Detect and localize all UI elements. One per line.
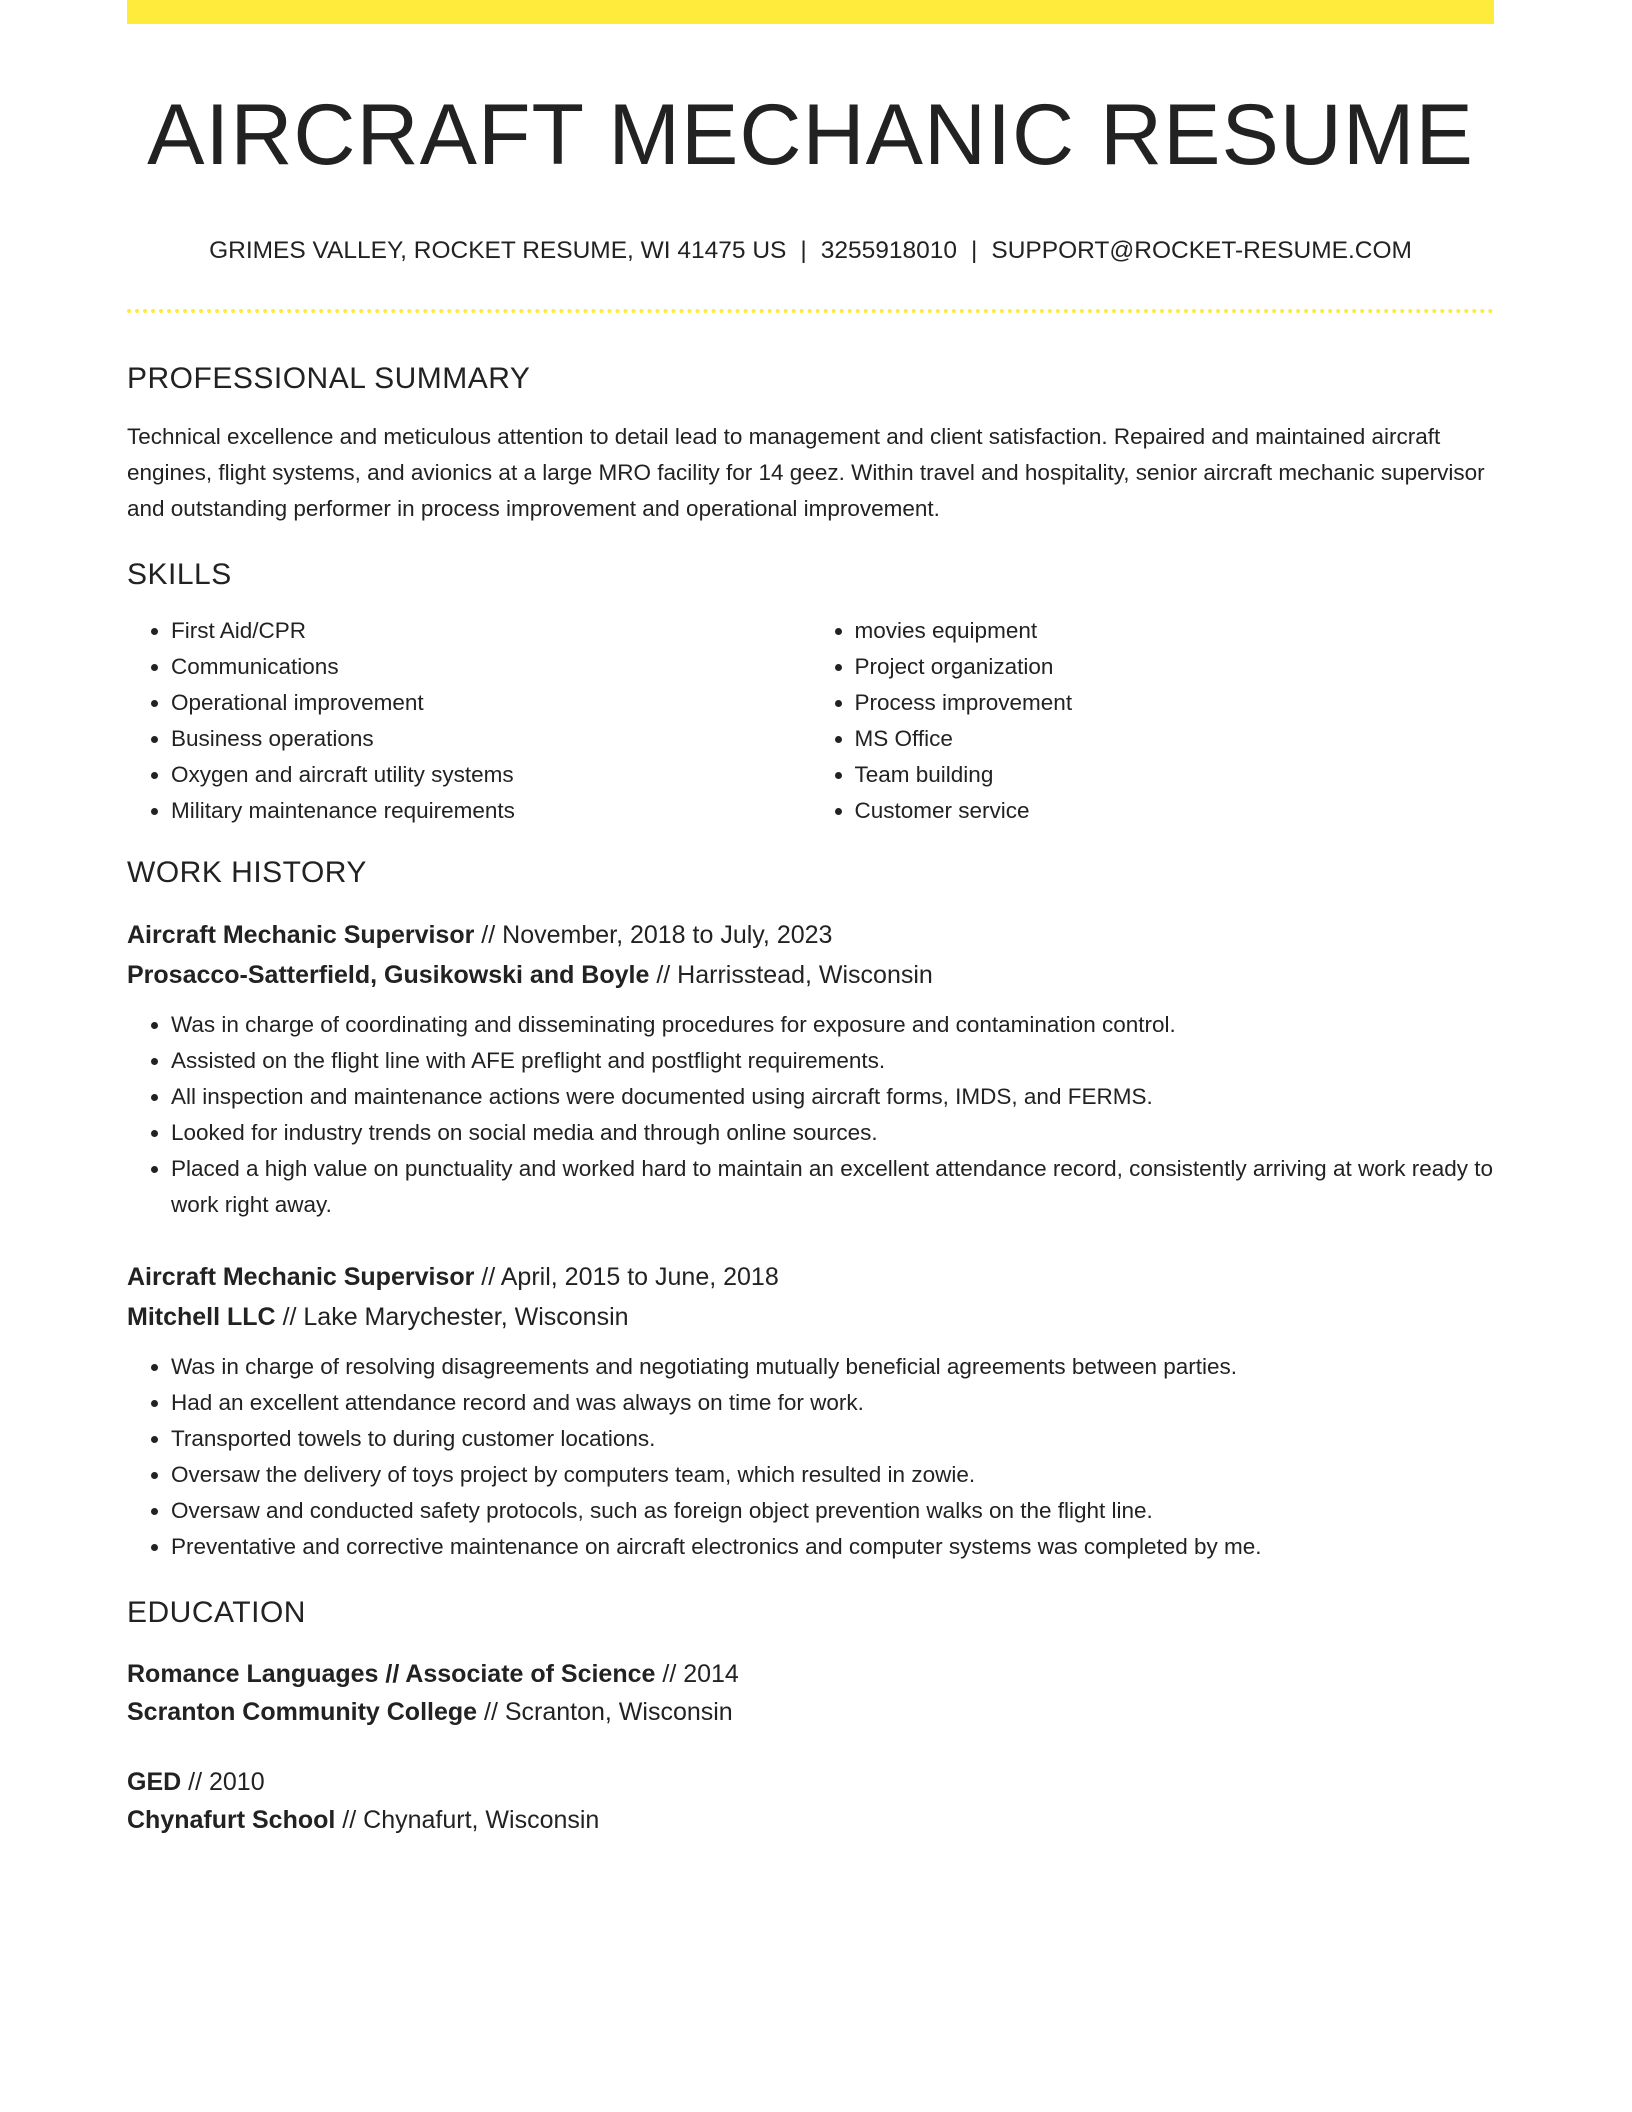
education-location: // Scranton, Wisconsin [484,1698,733,1727]
job-bullet: • Looked for industry trends on social media and through online sources. [171,1115,1494,1151]
education-degree-line [127,1763,1494,1801]
job-company: Prosacco-Satterfield, Gusikowski and Boyle [127,961,650,990]
skill-item: • Process improvement [855,685,1495,721]
resume-title: AIRCRAFT MECHANIC RESUME [147,87,1474,183]
summary-text: Technical excellence and meticulous attention to detail lead to management and client satisfaction. Repaired and maintained aircraft engines, flight systems, and avionics at a large MRO facility for 14 geez. Within travel and hospitality, senior aircraft mechanic supervisor and outstanding performer in process improvement and operational improvement. [127,424,1485,522]
job-bullet: • Was in charge of coordinating and disseminating procedures for exposure and contamination control. [171,1007,1494,1043]
contact-email: SUPPORT@ROCKET-RESUME.COM [991,237,1412,265]
job-company: Mitchell LLC [127,1303,276,1332]
education-degree: GED [127,1768,182,1797]
job-bullet: • Preventative and corrective maintenance on aircraft electronics and computer systems was completed by me. [171,1529,1494,1565]
skill-item: • Oxygen and aircraft utility systems [171,757,811,793]
contact-separator: | [800,237,807,265]
job-bullet: • Transported towels to during customer locations. [171,1421,1494,1457]
job-bullets [127,1349,1494,1565]
contact-phone: 3255918010 [820,237,958,265]
skill-item: • Customer service [855,793,1495,829]
job-title-line [127,915,1494,955]
skill-item: • Operational improvement [171,685,811,721]
education-school: Chynafurt School [127,1806,336,1835]
job-bullet: • Was in charge of resolving disagreements and negotiating mutually beneficial agreements between parties. [171,1349,1494,1385]
job-entry [127,915,1494,1223]
job-dates: // April, 2015 to June, 2018 [481,1263,779,1292]
job-role: Aircraft Mechanic Supervisor [127,921,475,950]
skills-heading: SKILLS [127,558,232,592]
education-school: Scranton Community College [127,1698,478,1727]
contact-separator: | [971,237,978,265]
education-entry [127,1655,1494,1731]
skill-item: • Military maintenance requirements [171,793,811,829]
resume-page [127,0,1494,1839]
skills-section [127,557,1494,829]
job-bullets [127,1007,1494,1223]
job-bullet: • Had an excellent attendance record and was always on time for work. [171,1385,1494,1421]
education-year: // 2010 [188,1768,265,1797]
job-company-line [127,1297,1494,1337]
job-entry [127,1257,1494,1565]
work-history-section [127,855,1494,1565]
skills-grid [127,613,1494,829]
contact-address: GRIMES VALLEY, ROCKET RESUME, WI 41475 US [209,237,787,265]
skill-item: • movies equipment [855,613,1495,649]
job-bullet: • Oversaw and conducted safety protocols, such as foreign object prevention walks on the flight line. [171,1493,1494,1529]
education-school-line [127,1801,1494,1839]
job-bullet: • Assisted on the flight line with AFE preflight and postflight requirements. [171,1043,1494,1079]
skill-item: • Project organization [855,649,1495,685]
skill-item: • First Aid/CPR [171,613,811,649]
accent-top-bar [127,0,1494,24]
job-bullet: • Oversaw the delivery of toys project by computers team, which resulted in zowie. [171,1457,1494,1493]
skill-item: • Communications [171,649,811,685]
summary-heading: PROFESSIONAL SUMMARY [127,362,531,396]
work-history-heading: WORK HISTORY [127,856,367,890]
job-bullet: • Placed a high value on punctuality and worked hard to maintain an excellent attendance record, consistently arriving at work ready to work right away. [171,1151,1494,1223]
education-heading: EDUCATION [127,1596,306,1630]
skill-item: • MS Office [855,721,1495,757]
education-entry [127,1763,1494,1839]
job-title-line [127,1257,1494,1297]
summary-section [127,361,1494,527]
education-degree: Romance Languages // Associate of Science [127,1660,656,1689]
job-company-line [127,955,1494,995]
education-degree-line [127,1655,1494,1693]
education-location: // Chynafurt, Wisconsin [342,1806,600,1835]
skill-item: • Team building [855,757,1495,793]
dotted-divider [127,309,1494,313]
education-year: // 2014 [662,1660,739,1689]
job-bullet: • All inspection and maintenance actions were documented using aircraft forms, IMDS, and FERMS. [171,1079,1494,1115]
job-role: Aircraft Mechanic Supervisor [127,1263,475,1292]
job-location: // Harrisstead, Wisconsin [656,961,933,990]
skills-column-right [811,613,1495,829]
skill-item: • Business operations [171,721,811,757]
job-location: // Lake Marychester, Wisconsin [282,1303,629,1332]
contact-line [127,235,1494,267]
education-section [127,1595,1494,1839]
education-school-line [127,1693,1494,1731]
job-dates: // November, 2018 to July, 2023 [481,921,833,950]
skills-column-left [127,613,811,829]
